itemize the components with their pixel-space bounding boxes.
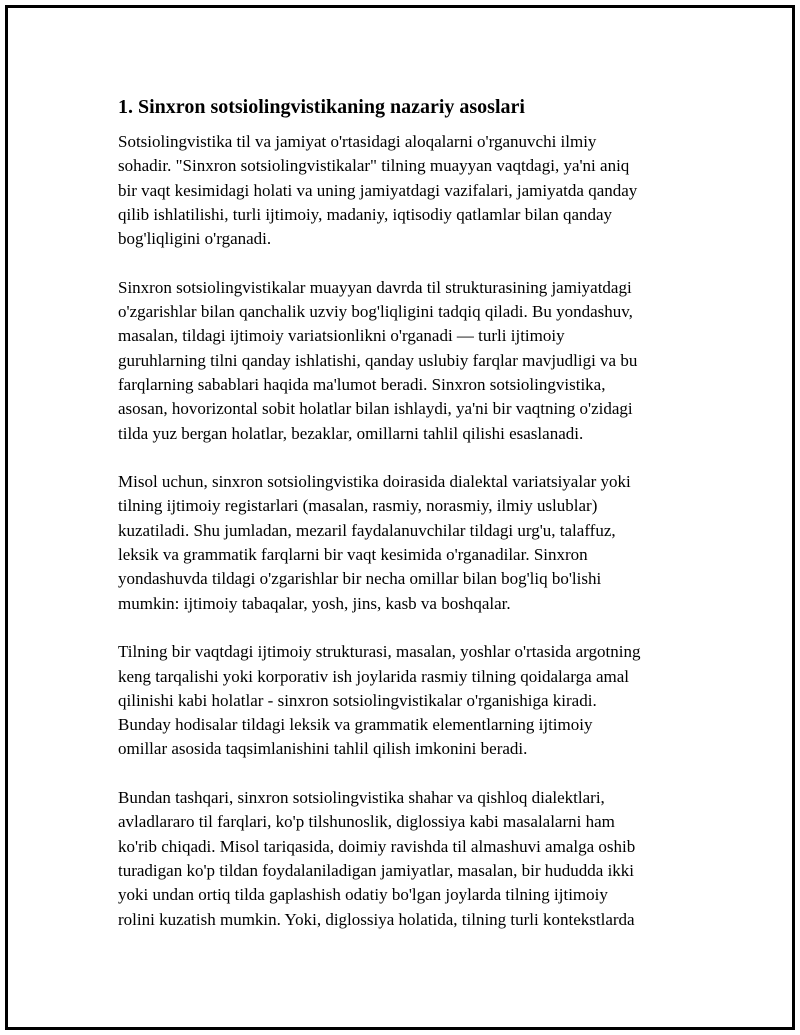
text-line: qilib ishlatilishi, turli ijtimoiy, madaniy, iqtisodiy qatlamlar bilan qanday xyxy=(118,204,613,224)
text-line: Bundan tashqari, sinxron sotsiolingvistika shahar va qishloq dialektlari, xyxy=(118,788,605,808)
text-line: Misol uchun, sinxron sotsiolingvistika doirasida dialektal variatsiyalar yoki xyxy=(118,472,631,492)
text-line: qilinishi kabi holatlar - sinxron sotsiolingvistikalar o'rganishiga kiradi. xyxy=(118,690,597,710)
text-line: yondashuvda tildagi o'zgarishlar bir necha omillar bilan bog'liq bo'lishi xyxy=(118,569,602,589)
text-line: rolini kuzatish mumkin. Yoki, diglossiya holatida, tilning turli kontekstlarda xyxy=(118,909,635,929)
text-line: farqlarning sabablari haqida ma'lumot beradi. Sinxron sotsiolingvistika, xyxy=(118,374,606,394)
paragraph-5 xyxy=(118,786,698,932)
text-line: turadigan ko'p tildan foydalaniladigan jamiyatlar, masalan, bir hududda ikki xyxy=(118,860,635,880)
text-line: asosan, hovorizontal sobit holatlar bilan ishlaydi, ya'ni bir vaqtning o'zidagi xyxy=(118,399,633,419)
text-line: bir vaqt kesimidagi holati va uning jamiyatdagi vazifalari, jamiyatda qanday xyxy=(118,180,638,200)
text-line: Bunday hodisalar tildagi leksik va grammatik elementlarning ijtimoiy xyxy=(118,715,593,735)
text-line: tilning ijtimoiy registarlari (masalan, rasmiy, norasmiy, ilmiy uslublar) xyxy=(118,496,598,516)
paragraph-2 xyxy=(118,276,698,446)
text-line: keng tarqalishi yoki korporativ ish joylarida rasmiy tilning qoidalarga amal xyxy=(118,666,629,686)
text-line: guruhlarning tilni qanday ishlatishi, qanday uslubiy farqlar mavjudligi va bu xyxy=(118,350,638,370)
text-line: bog'liqligini o'rganadi. xyxy=(118,229,272,249)
text-line: kuzatiladi. Shu jumladan, mezaril faydalanuvchilar tildagi urg'u, talaffuz, xyxy=(118,520,616,540)
paragraph-4 xyxy=(118,640,698,761)
text-line: leksik va grammatik farqlarni bir vaqt kesimida o'rganadilar. Sinxron xyxy=(118,545,588,565)
text-line: tilda yuz bergan holatlar, bezaklar, omillarni tahlil qilishi esaslanadi. xyxy=(118,423,584,443)
paragraph-3 xyxy=(118,470,698,616)
text-line: avladlararo til farqlari, ko'p tilshunoslik, diglossiya kabi masalalarni ham xyxy=(118,812,615,832)
text-line: o'zgarishlar bilan qanchalik uzviy bog'liqligini tadqiq qiladi. Bu yondashuv, xyxy=(118,302,633,322)
text-line: yoki undan ortiq tilda gaplashish odatiy bo'lgan joylarda tilning ijtimoiy xyxy=(118,885,608,905)
paragraph-1 xyxy=(118,130,698,251)
text-line: Tilning bir vaqtdagi ijtimoiy strukturasi, masalan, yoshlar o'rtasida argotning xyxy=(118,642,641,662)
text-line: ko'rib chiqadi. Misol tariqasida, doimiy ravishda til almashuvi amalga oshib xyxy=(118,836,636,856)
text-line: mumkin: ijtimoiy tabaqalar, yosh, jins, kasb va boshqalar. xyxy=(118,593,511,613)
text-line: Sotsiolingvistika til va jamiyat o'rtasidagi aloqalarni o'rganuvchi ilmiy xyxy=(118,132,597,151)
text-line: sohadir. "Sinxron sotsiolingvistikalar" tilning muayyan vaqtdagi, ya'ni aniq xyxy=(118,156,630,176)
section-heading: 1. Sinxron sotsiolingvistikaning nazariy asoslari xyxy=(118,96,525,118)
document-body xyxy=(118,94,698,956)
text-line: omillar asosida taqsimlanishini tahlil qilish imkonini beradi. xyxy=(118,739,528,759)
text-line: masalan, tildagi ijtimoiy variatsionlikni o'rganadi — turli ijtimoiy xyxy=(118,326,565,346)
text-line: Sinxron sotsiolingvistikalar muayyan davrda til strukturasining jamiyatdagi xyxy=(118,277,632,297)
